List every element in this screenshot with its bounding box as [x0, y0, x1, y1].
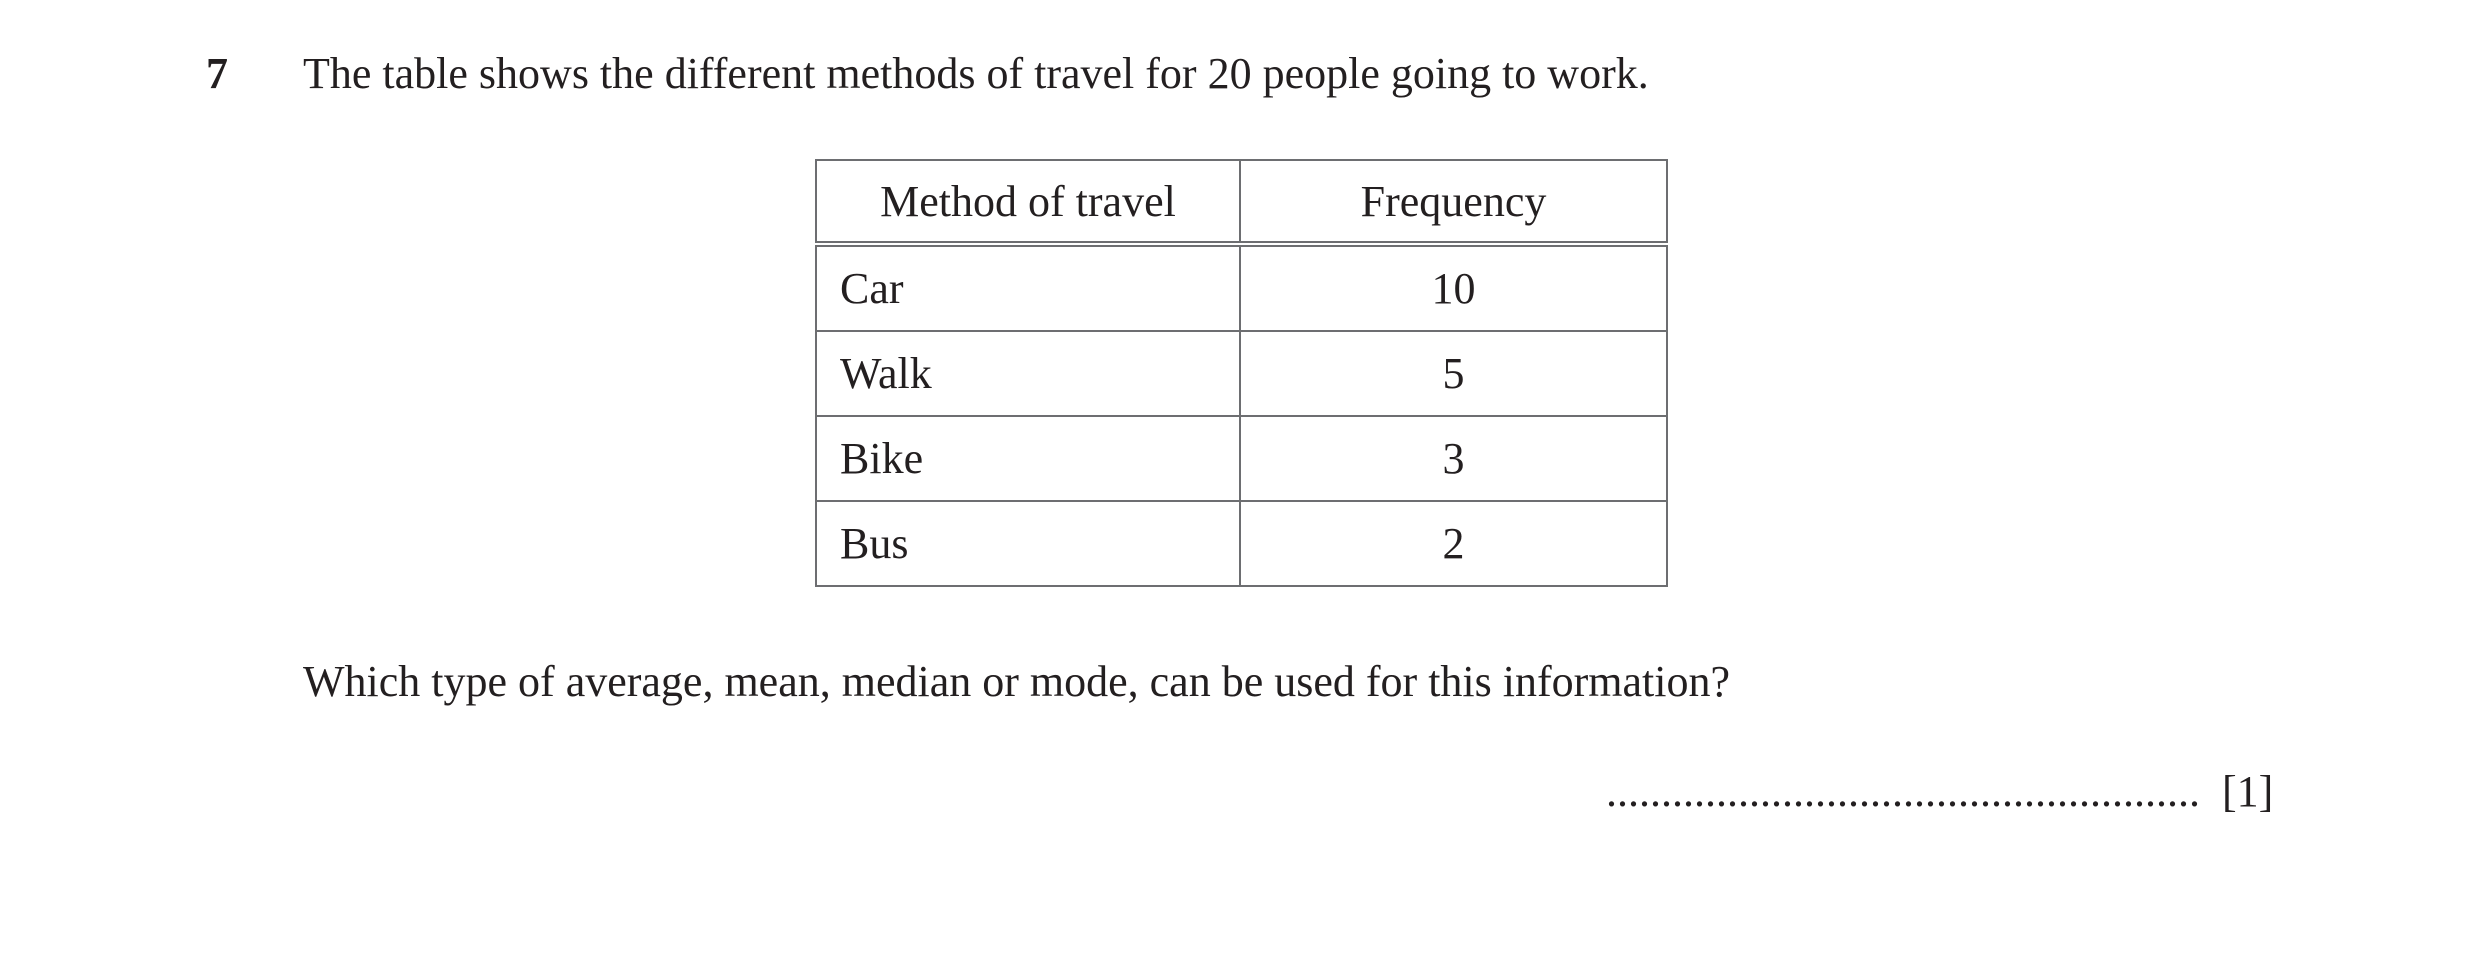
- table-row: [816, 501, 1667, 586]
- frequency-cell: 2: [1240, 501, 1667, 586]
- frequency-table: [815, 159, 1668, 587]
- question-prompt: Which type of average, mean, median or mode, can be used for this information?: [303, 657, 1731, 706]
- method-cell: Walk: [816, 331, 1240, 416]
- table-row: [816, 331, 1667, 416]
- method-cell: Bus: [816, 501, 1240, 586]
- frequency-cell: 3: [1240, 416, 1667, 501]
- question-stem: The table shows the different methods of travel for 20 people going to work.: [303, 49, 1649, 98]
- method-cell: Bike: [816, 416, 1240, 501]
- method-cell: Car: [816, 244, 1240, 331]
- header-method: Method of travel: [816, 160, 1240, 244]
- table-row: [816, 416, 1667, 501]
- table-row: [816, 244, 1667, 331]
- answer-line[interactable]: ......................................................: [1606, 767, 2200, 816]
- frequency-cell: 5: [1240, 331, 1667, 416]
- table-header-row: [816, 160, 1667, 244]
- marks-label: [1]: [2222, 767, 2274, 816]
- header-frequency: Frequency: [1240, 160, 1667, 244]
- question-number: 7: [206, 49, 228, 98]
- frequency-cell: 10: [1240, 244, 1667, 331]
